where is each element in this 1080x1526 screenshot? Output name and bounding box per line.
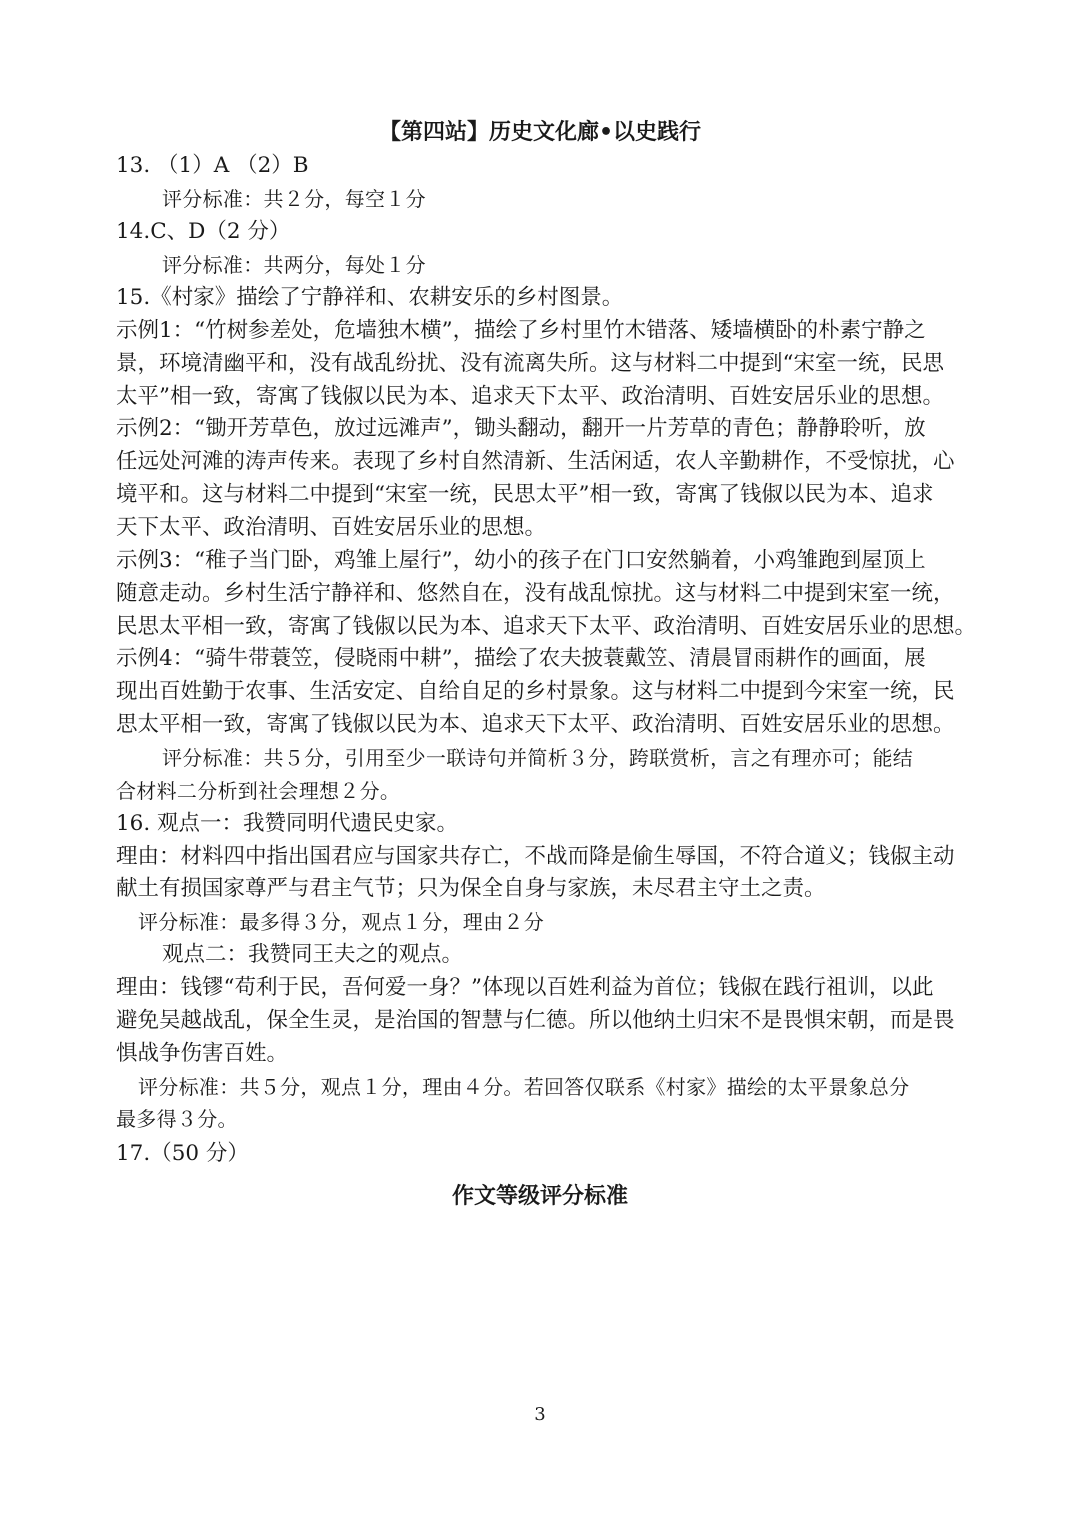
example-3-line: 民思太平相一致，寄寓了钱俶以民为本、追求天下太平、政治清明、百姓安居乐业的思想。 — [116, 614, 976, 639]
example-2-line: 境平和。这与材料二中提到“宋室一统，民思太平”相一致，寄寓了钱俶以民为本、追求 — [116, 482, 934, 507]
reason-line: 理由：钱镠“苟利于民，吾何爱一身？”体现以百姓利益为首位；钱俶在践行祖训，以此 — [116, 975, 934, 1000]
example-4-line: 现出百姓勤于农事、生活安定、自给自足的乡村景象。这与材料二中提到今宋室一统，民 — [116, 679, 955, 704]
reason-line: 献土有损国家尊严与君主气节；只为保全自身与家族，未尽君主守土之责。 — [116, 876, 826, 901]
example-1-line: 景，环境清幽平和，没有战乱纷扰、没有流离失所。这与材料二中提到“宋室一统，民思 — [116, 351, 944, 376]
example-4-line: 思太平相一致，寄寓了钱俶以民为本、追求天下太平、政治清明、百姓安居乐业的思想。 — [116, 712, 955, 737]
essay-grading-title: 作文等级评分标准 — [451, 1184, 628, 1209]
answer-16-view-2: 观点二：我赞同王夫之的观点。 — [162, 942, 464, 967]
answer-15-intro: 15.《村家》描绘了宁静祥和、农耕安乐的乡村图景。 — [116, 285, 624, 310]
page-number: 3 — [534, 1404, 546, 1425]
answer-14: 14.C、D（2 分） — [116, 219, 291, 244]
example-2-line: 任远处河滩的涛声传来。表现了乡村自然清新、生活闲适，农人辛勤耕作，不受惊扰，心 — [116, 449, 955, 474]
example-3-line: 随意走动。乡村生活宁静祥和、悠然自在，没有战乱惊扰。这与材料二中提到宋室一统， — [116, 581, 955, 606]
section-title: 【第四站】历史文化廊•以史践行 — [378, 120, 702, 145]
example-2-line: 示例2：“锄开芳草色，放过远滩声”，锄头翻动，翻开一片芳草的青色；静静聆听，放 — [116, 416, 926, 441]
answer-17: 17.（50 分） — [116, 1141, 249, 1166]
grading-standard-13: 评分标准：共２分，每空１分 — [162, 187, 426, 211]
answer-16-view-1: 16. 观点一：我赞同明代遗民史家。 — [116, 811, 459, 836]
example-1-line: 太平”相一致，寄寓了钱俶以民为本、追求天下太平、政治清明、百姓安居乐业的思想。 — [116, 384, 944, 409]
example-4-line: 示例4：“骑牛带蓑笠，侵晓雨中耕”，描绘了农夫披蓑戴笠、清晨冒雨耕作的画面，展 — [116, 646, 926, 671]
grading-standard-15: 评分标准：共５分，引用至少一联诗句并简析３分，跨联赏析，言之有理亦可；能结 — [162, 746, 914, 770]
grading-standard-15-cont: 合材料二分析到社会理想２分。 — [116, 779, 401, 803]
grading-standard-16-cont: 最多得３分。 — [116, 1107, 238, 1131]
reason-line: 惧战争伤害百姓。 — [116, 1041, 289, 1066]
reason-line: 理由：材料四中指出国君应与国家共存亡，不战而降是偷生辱国，不符合道义；钱俶主动 — [116, 844, 955, 869]
example-1-line: 示例1：“竹树参差处，危墙独木横”，描绘了乡村里竹木错落、矮墙横卧的朴素宁静之 — [116, 318, 926, 343]
grading-standard-14: 评分标准：共两分，每处１分 — [162, 253, 426, 277]
reason-line: 避免吴越战乱，保全生灵，是治国的智慧与仁德。所以他纳土归宋不是畏惧宋朝，而是畏 — [116, 1008, 955, 1033]
answer-13: 13. （1）A （2）B — [116, 153, 309, 178]
grading-standard-16-view-2: 评分标准：共５分，观点１分，理由４分。若回答仅联系《村家》描绘的太平景象总分 — [138, 1075, 910, 1099]
example-2-line: 天下太平、政治清明、百姓安居乐业的思想。 — [116, 515, 547, 540]
grading-standard-16-view-1: 评分标准：最多得３分，观点１分，理由２分 — [138, 910, 544, 934]
example-3-line: 示例3：“稚子当门卧，鸡雏上屋行”，幼小的孩子在门口安然躺着，小鸡雏跑到屋顶上 — [116, 548, 926, 573]
